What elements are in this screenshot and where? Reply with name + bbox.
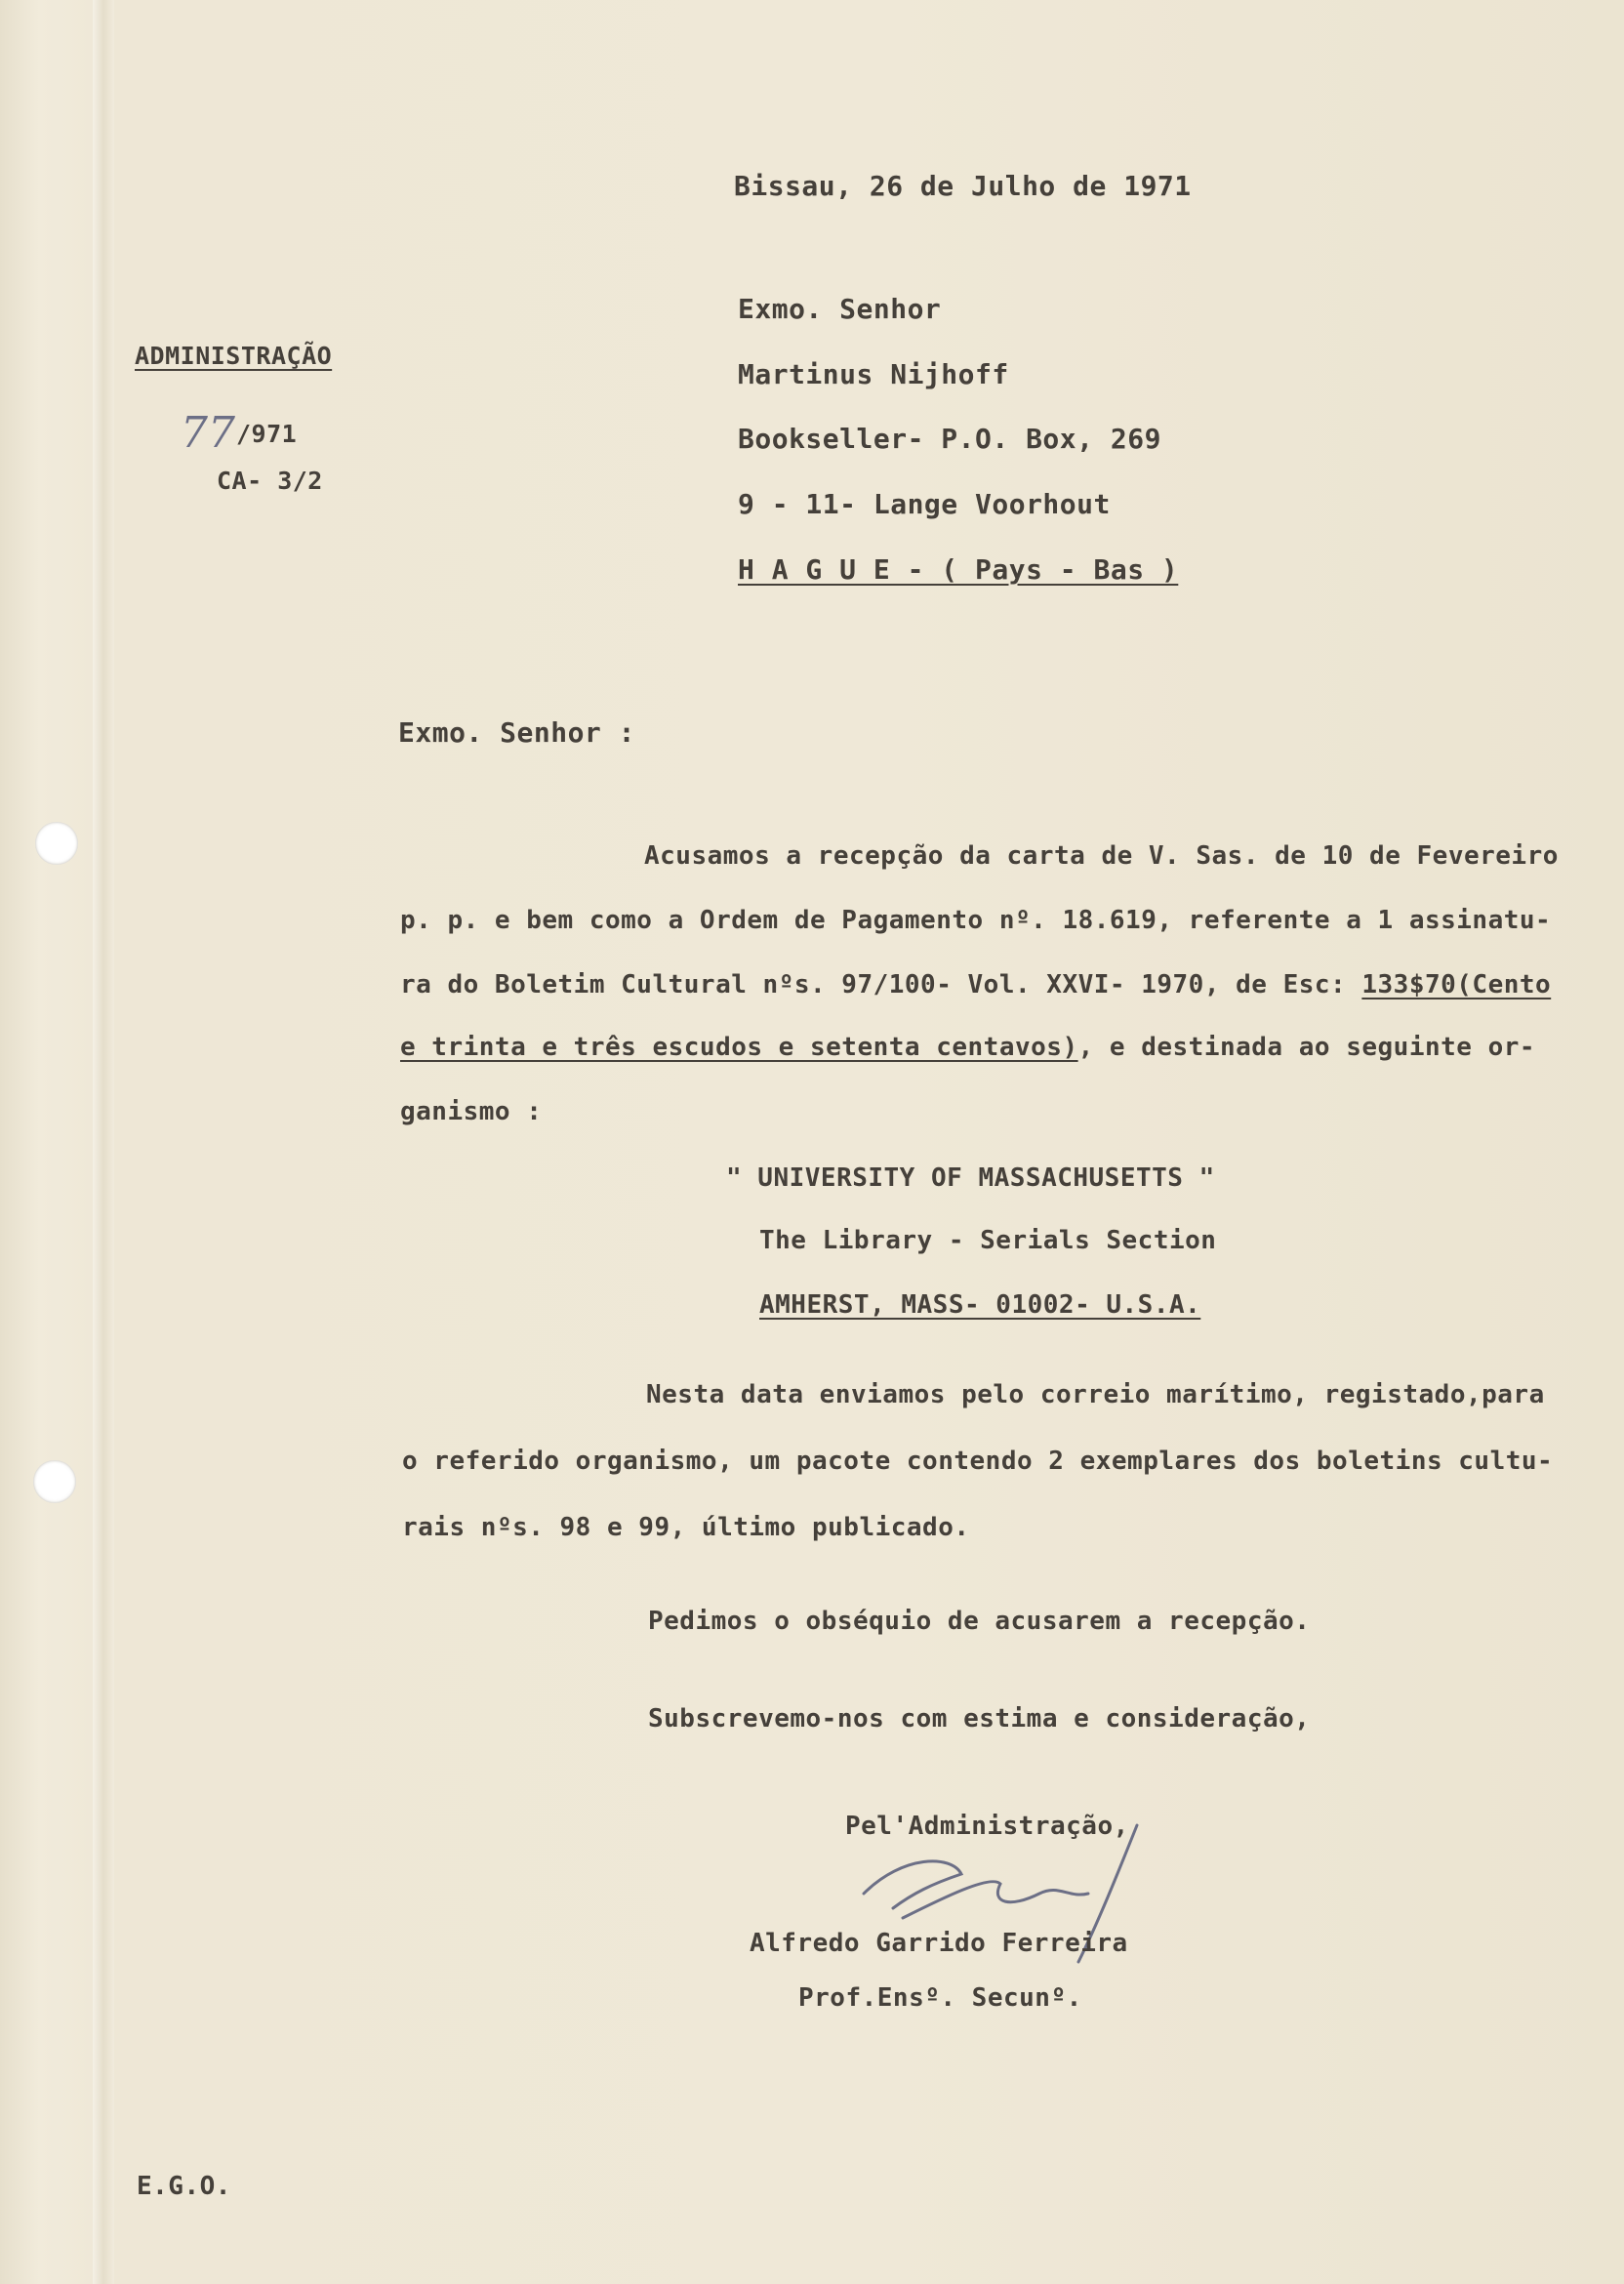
body-line: Acusamos a recepção da carta de V. Sas. de 10 de Fevereiro [644,841,1559,871]
reference-year: /971 [236,420,298,448]
signatory-title: Prof.Ensº. Secunº. [798,1983,1082,2013]
closing-line: Subscrevemo-nos com estima e consideração, [648,1704,1311,1733]
recipient-salutation: Exmo. Senhor [738,293,942,325]
paper-fold [93,0,114,2284]
department-name: ADMINISTRAÇÃO [135,342,333,370]
greeting: Exmo. Senhor : [398,716,636,749]
body-line: o referido organismo, um pacote contendo 2 exemplares dos boletins cultu- [402,1447,1554,1476]
recipient-address-line: 9 - 11- Lange Voorhout [738,488,1111,520]
typist-initials: E.G.O. [137,2172,231,2201]
organization-name: " UNIVERSITY OF MASSACHUSETTS " [726,1163,1215,1193]
body-line: ganismo : [400,1097,543,1126]
body-line [400,970,1551,999]
recipient-address-line: Bookseller- P.O. Box, 269 [738,423,1161,455]
punch-hole [35,822,78,865]
amount-figure: 133$70(Cento [1361,970,1552,999]
recipient-name: Martinus Nijhoff [738,358,1009,390]
body-line: p. p. e bem como a Ordem de Pagamento nº. 18.619, referente a 1 assinatu- [400,906,1552,935]
handwritten-reference: 77 [181,408,235,458]
reference-code: CA- 3/2 [217,467,323,495]
body-text: ra do Boletim Cultural nºs. 97/100- Vol. XXVI- 1970, de Esc: [400,970,1362,999]
request-line: Pedimos o obséquio de acusarem a recepção. [648,1607,1311,1636]
body-line: Nesta data enviamos pelo correio marítimo, registado,para [646,1380,1545,1409]
organization-section: The Library - Serials Section [759,1226,1217,1255]
amount-words: e trinta e três escudos e setenta centavos) [400,1033,1078,1062]
signatory-name: Alfredo Garrido Ferreira [750,1929,1128,1958]
body-line: rais nºs. 98 e 99, último publicado. [402,1513,970,1542]
date-line: Bissau, 26 de Julho de 1971 [734,170,1192,202]
body-line [400,1033,1535,1062]
punch-hole [33,1460,76,1503]
recipient-city: H A G U E - ( Pays - Bas ) [738,553,1179,586]
organization-address: AMHERST, MASS- 01002- U.S.A. [759,1290,1201,1320]
body-text: , e destinada ao seguinte or- [1077,1033,1536,1062]
signature-for: Pel'Administração, [845,1812,1129,1841]
